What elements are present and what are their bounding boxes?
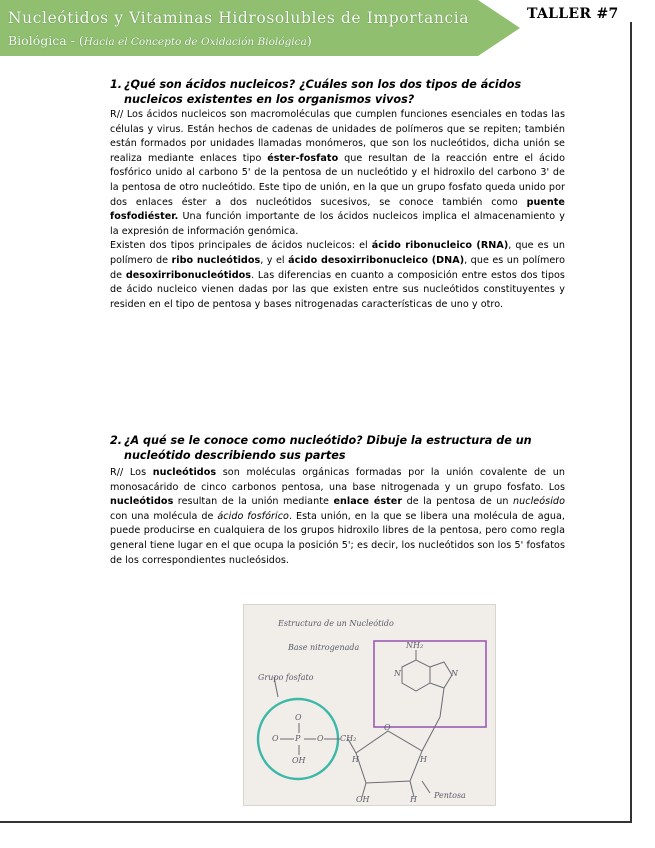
drawing-atom-nh2: NH₂ <box>406 641 424 650</box>
question-1 <box>110 78 565 107</box>
nucleotide-drawing <box>244 605 496 806</box>
purine-six-ring <box>402 660 430 691</box>
drawing-atom-o-top: O <box>295 713 302 722</box>
drawing-atom-o-right: O <box>317 734 324 743</box>
answer-1-p2-d: , y el <box>260 254 289 266</box>
answer-2-bold-enlace-ester: enlace éster <box>333 496 403 508</box>
drawing-label-pentose: Pentosa <box>434 791 466 800</box>
answer-1-text-c: que resultan de la reacción entre el ácido fosfórico unido al carbono 5' de la pentosa de un nucleótido y el hidroxilo del carbono 3' de la pentosa de otro nucleótido. Este tipo de unión, en la que un grupo fosfato queda unido por dos enlaces éster a dos nucleótidos sucesivos, se conoce también como <box>110 152 565 208</box>
question-1-number: 1. <box>110 78 123 91</box>
answer-1-p2-a: Existen dos tipos principales de ácidos nucleicos: el <box>110 240 372 252</box>
question-1-text: ¿Qué son ácidos nucleicos? ¿Cuáles son los dos tipos de ácidos nucleicos existentes en los organismos vivos? <box>124 78 522 106</box>
purine-five-ring <box>430 662 452 688</box>
answer-2-text-a: R// Los <box>110 467 153 478</box>
answer-2-bold-nucleotidos-2: nucleótidos <box>110 496 174 508</box>
drawing-atom-o-ring: O <box>384 723 391 732</box>
answer-1-text-d: Una función importante de los ácidos nucleicos implica el almacenamiento y la expresión de información genómica. <box>110 211 565 237</box>
question-2-number: 2. <box>110 434 123 447</box>
drawing-atom-h2: H <box>420 755 427 764</box>
drawing-atom-n1: N <box>394 669 401 678</box>
answer-2-text-d: resultan de la unión mediante <box>173 496 334 508</box>
answer-2-paragraph <box>110 466 565 568</box>
answer-1-bold-ester-fosfato: éster-fosfato <box>267 152 339 164</box>
drawing-title: Estructura de un Nucleótido <box>278 619 394 628</box>
answer-1-bold-dna: ácido desoxirribonucleico (DNA) <box>288 254 465 266</box>
answer-2 <box>110 466 565 568</box>
drawing-label-base: Base nitrogenada <box>288 643 360 652</box>
answer-2-italic-acido-fosforico: ácido fosfórico <box>217 510 289 522</box>
question-2 <box>110 434 565 463</box>
banner-subtitle: Hacia el Concepto de Oxidación Biológica <box>83 36 307 48</box>
drawing-atom-oh: OH <box>292 756 306 765</box>
answer-1-bold-rna: ácido ribonucleico (RNA) <box>371 240 509 252</box>
glycosidic-bond <box>440 688 444 717</box>
answer-1-bold-ribonucleotidos: ribo nucleótidos <box>171 254 261 266</box>
answer-1-p2-f: . Las diferencias en cuanto a composición entre estos dos tipos de ácido nucleico vienen dadas por las que existen entre sus nucleótidos constituyentes y residen en el tipo de pentosa y bases nitrogenadas características de uno y otro. <box>110 269 565 310</box>
answer-1-p2-c: , que es un polímero de <box>110 240 565 266</box>
drawing-atom-n2: N <box>451 669 458 678</box>
answer-2-italic-nucleosido: nucleósido <box>513 496 565 508</box>
banner-title-main: Biológica - ( <box>8 33 84 48</box>
banner-title-line1: Nucleótidos y Vitaminas Hidrosolubles de Importancia <box>8 9 470 27</box>
answer-1-p2-e: , que es un polímero de <box>110 254 566 281</box>
banner-title-line2 <box>8 33 312 48</box>
drawing-atom-h3: H <box>410 795 417 804</box>
page-frame-bottom <box>0 821 632 823</box>
pentose-label-arrow <box>422 781 430 793</box>
answer-2-text-c: son moléculas orgánicas formadas por la unión covalente de un monosacárido de cinco carbonos pentosa, una base nitrogenada y un grupo fosfato. Los <box>110 467 565 493</box>
answer-1-bold-desoxirribonucleotidos: desoxirribonucleótidos <box>125 269 252 281</box>
answer-1-paragraph-1 <box>110 108 565 239</box>
drawing-atom-p: P <box>295 734 301 743</box>
pentose-ring <box>356 731 422 783</box>
drawing-atom-oh-bottom: OH <box>356 795 370 804</box>
answer-2-text-e: de la pentosa de un <box>402 496 513 508</box>
answer-2-text-f: con una molécula de <box>110 510 218 522</box>
answer-1-bold-puente: puente fosfodiéster. <box>110 196 565 223</box>
base-highlight-box <box>374 641 486 727</box>
drawing-atom-h1: H <box>352 755 359 764</box>
page-frame-right <box>630 22 632 822</box>
taller-number: TALLER #7 <box>527 6 619 22</box>
answer-1-text-a: R// Los ácidos nucleicos son macromoléculas que cumplen funciones esenciales en todas las células y virus. Están hechos de cadenas de unidades de polímeros que se repiten; también están formados por unidades llamadas monómeros, que son los nucleótidos, dicha unión se realiza mediante enlaces tipo <box>110 109 565 164</box>
answer-1-paragraph-2 <box>110 239 565 312</box>
answer-2-text-g: . Esta unión, en la que se libera una molécula de agua, puede producirse en cualquiera de los grupos hidroxilo libres de la pentosa, pero como regla general tiene lugar en el que ocupa la posición 5'; es decir, los nucleótidos son los 5' fosfatos de los correspondientes nucleósidos. <box>110 510 566 566</box>
banner-subtitle-close: ) <box>306 33 312 48</box>
nucleotide-drawing-photo <box>243 604 496 806</box>
drawing-atom-ch2: CH₂ <box>340 734 357 743</box>
answer-1 <box>110 108 565 312</box>
question-2-text: ¿A qué se le conoce como nucleótido? Dibuje la estructura de un nucleótido describiendo sus partes <box>124 434 532 462</box>
drawing-atom-o-left: O <box>272 734 279 743</box>
title-banner <box>0 0 520 56</box>
drawing-label-phosphate: Grupo fosfato <box>258 673 314 682</box>
answer-2-bold-nucleotidos-1: nucleótidos <box>152 467 217 478</box>
